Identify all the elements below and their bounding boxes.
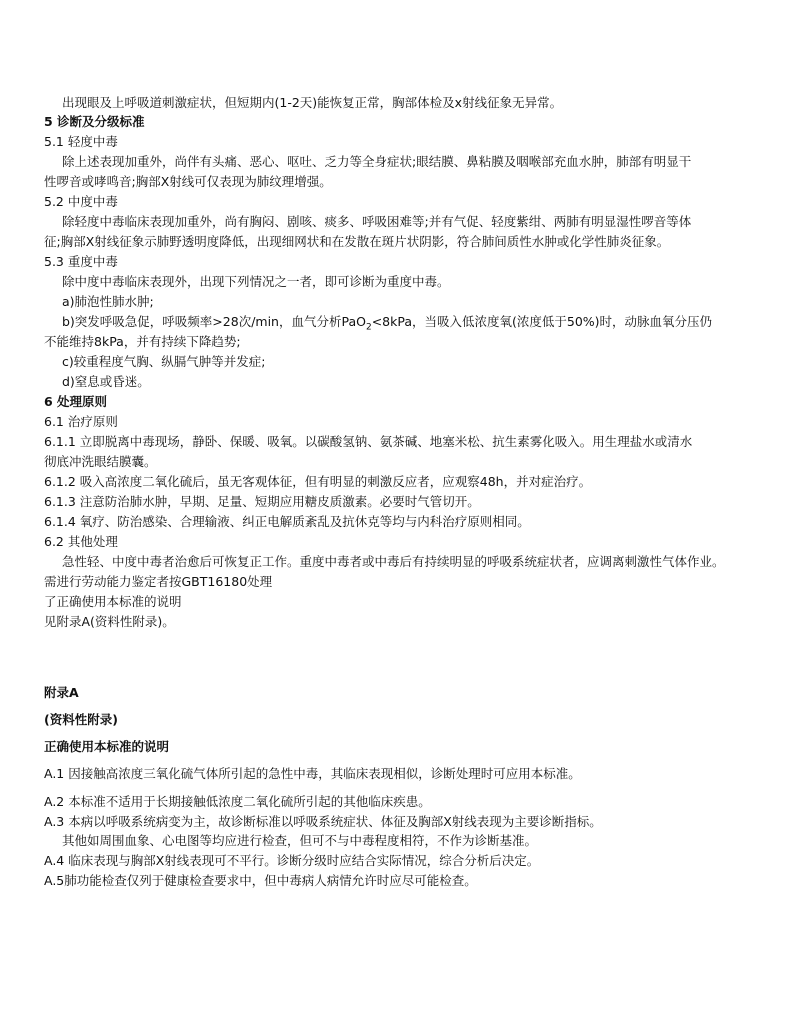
appendix-subtitle: (资料性附录) bbox=[44, 712, 118, 727]
subsection-heading: 6.1 治疗原则 bbox=[44, 414, 118, 429]
paragraph-line: 出现眼及上呼吸道刺激症状，但短期内(1-2天)能恢复正常，胸部体检及x射线征象无异常。 bbox=[62, 95, 563, 110]
appendix-heading: 正确使用本标准的说明 bbox=[44, 739, 170, 754]
subsection-heading: 6.2 其他处理 bbox=[44, 534, 118, 549]
paragraph-line: A.3 本病以呼吸系统病变为主，故诊断标准以呼吸系统症状、体征及胸部X射线表现为主要诊断指标。 bbox=[44, 814, 602, 829]
paragraph-line: 6.1.3 注意防治肺水肿，早期、足量、短期应用糖皮质激素。必要时气管切开。 bbox=[44, 494, 480, 509]
paragraph-line: 了正确使用本标准的说明 bbox=[44, 594, 182, 609]
subsection-heading: 5.1 轻度中毒 bbox=[44, 134, 118, 149]
paragraph-line: 急性轻、中度中毒者治愈后可恢复正工作。重度中毒者或中毒后有持续明显的呼吸系统症状者，应调离刺激性气体作业。 bbox=[62, 554, 725, 569]
paragraph-line: A.1 因接触高浓度三氧化硫气体所引起的急性中毒，其临床表现相似，诊断处理时可应用本标准。 bbox=[44, 766, 581, 781]
paragraph-line: 其他如周围血象、心电图等均应进行检查，但可不与中毒程度相符，不作为诊断基准。 bbox=[62, 833, 538, 848]
paragraph-line: 需进行劳动能力鉴定者按GBT16180处理 bbox=[44, 574, 273, 589]
list-item: c)较重程度气胸、纵膈气肿等并发症; bbox=[62, 354, 266, 369]
paragraph-line: 性啰音或哮鸣音;胸部X射线可仅表现为肺纹理增强。 bbox=[44, 174, 332, 189]
appendix-title: 附录A bbox=[44, 685, 79, 700]
list-item: a)肺泡性肺水肿; bbox=[62, 294, 154, 309]
paragraph-line: 6.1.4 氧疗、防治感染、合理输液、纠正电解质紊乱及抗休克等均与内科治疗原则相同。 bbox=[44, 514, 530, 529]
subscript: 2 bbox=[365, 322, 372, 333]
paragraph-line: 6.1.2 吸入高浓度二氧化硫后，虽无客观体征，但有明显的刺激反应者，应观察48h，并对症治疗。 bbox=[44, 474, 592, 489]
paragraph-line: 彻底冲洗眼结膜囊。 bbox=[44, 454, 157, 469]
subsection-heading: 5.3 重度中毒 bbox=[44, 254, 118, 269]
subsection-heading: 5.2 中度中毒 bbox=[44, 194, 118, 209]
paragraph-line: A.2 本标准不适用于长期接触低浓度二氧化硫所引起的其他临床疾患。 bbox=[44, 794, 431, 809]
list-item: d)窒息或昏迷。 bbox=[62, 374, 150, 389]
section-heading: 5 诊断及分级标准 bbox=[44, 114, 145, 129]
paragraph-line: A.4 临床表现与胸部X射线表现可不平行。诊断分级时应结合实际情况，综合分析后决定。 bbox=[44, 853, 540, 868]
paragraph-line: 6.1.1 立即脱离中毒现场，静卧、保暖、吸氧。以碳酸氢钠、氨茶碱、地塞米松、抗生素雾化吸入。用生理盐水或清水 bbox=[44, 434, 693, 449]
list-item-text: <8kPa，当吸入低浓度氧(浓度低于50%)时，动脉血氧分压仍 bbox=[371, 314, 713, 329]
paragraph-line: A.5肺功能检查仅列于健康检查要求中，但中毒病人病情允许时应尽可能检查。 bbox=[44, 873, 477, 888]
paragraph-line: 见附录A(资料性附录)。 bbox=[44, 614, 175, 629]
paragraph-line: 征;胸部X射线征象示肺野透明度降低，出现细网状和在发散在斑片状阴影，符合肺间质性水肿或化学性肺炎征象。 bbox=[44, 234, 670, 249]
list-item-text: b)突发呼吸急促，呼吸频率>28次/min，血气分析PaO bbox=[62, 314, 366, 329]
paragraph-line: 不能维持8kPa，并有持续下降趋势; bbox=[44, 334, 241, 349]
paragraph-line: 除上述表现加重外，尚伴有头痛、恶心、呕吐、乏力等全身症状;眼结膜、鼻粘膜及咽喉部充血水肿，肺部有明显干 bbox=[62, 154, 692, 169]
paragraph-line: 除轻度中毒临床表现加重外，尚有胸闷、剧咳、痰多、呼吸困难等;并有气促、轻度紫绀、两肺有明显湿性啰音等体 bbox=[62, 214, 692, 229]
paragraph-line: 除中度中毒临床表现外，出现下列情况之一者，即可诊断为重度中毒。 bbox=[62, 274, 450, 289]
section-heading: 6 处理原则 bbox=[44, 394, 108, 409]
